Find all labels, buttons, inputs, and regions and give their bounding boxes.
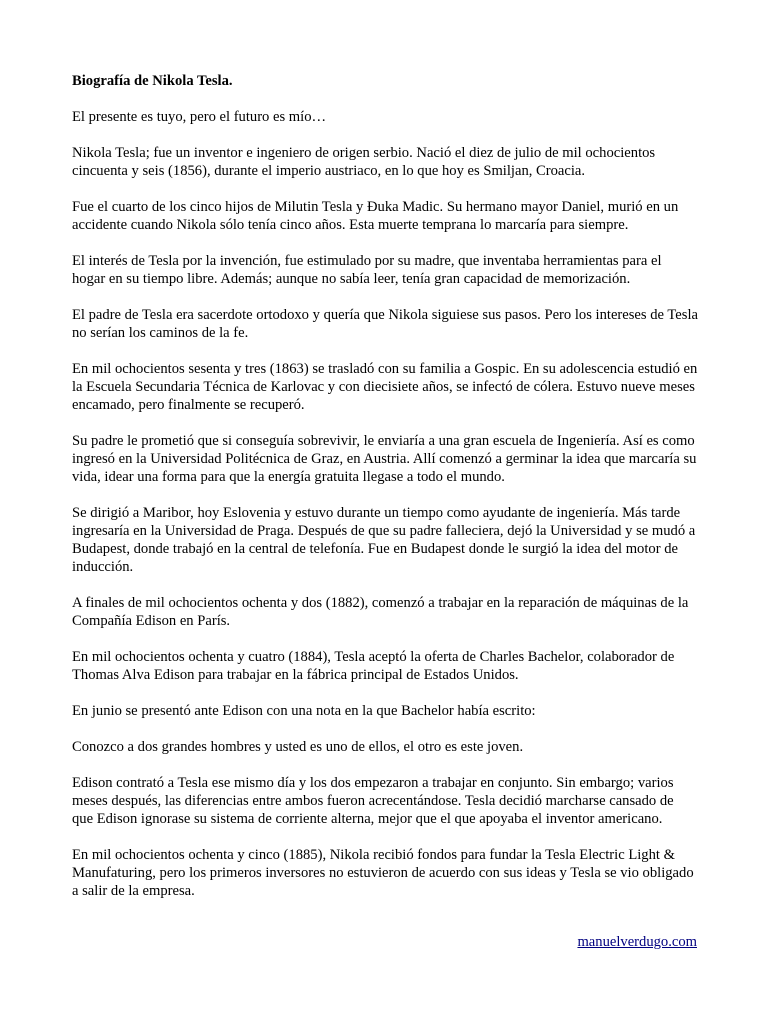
paragraph-gospic: En mil ochocientos sesenta y tres (1863) se trasladó con su familia a Gospic. En su adolescencia estudió en la Escuela Secundaria Técnica de Karlovac y con diecisiete años, se infectó de cólera. Estuvo nueve meses encamado, pero finalmente se recuperó. [72,361,698,413]
paragraph-paris: A finales de mil ochocientos ochenta y dos (1882), comenzó a trabajar en la reparación de máquinas de la Compañía Edison en París. [72,595,689,629]
paragraph-maribor: Se dirigió a Maribor, hoy Eslovenia y estuvo durante un tiempo como ayudante de ingeniería. Más tarde ingresaría en la Universidad de Praga. Después de que su padre falleciera, dejó la Universidad y se mudó a Budapest, donde trabajó en la central de telefonía. Fue en Budapest donde le surgió la idea del motor de inducción. [72,505,696,575]
paragraph-invention-interest: El interés de Tesla por la invención, fue estimulado por su madre, que inventaba herramientas para el hogar en su tiempo libre. Además; aunque no sabía leer, tenía gran capacidad de memorización. [72,253,662,287]
paragraph-june: En junio se presentó ante Edison con una nota en la que Bachelor había escrito: [72,703,536,719]
document-title: Biografía de Nikola Tesla. [72,73,233,89]
paragraph-quote: El presente es tuyo, pero el futuro es mío… [72,109,327,125]
paragraph-birth: Nikola Tesla; fue un inventor e ingeniero de origen serbio. Nació el diez de julio de mil ochocientos cincuenta y seis (1856), durante el imperio austriaco, en lo que hoy es Smiljan, Croacia. [72,145,656,179]
footer-website-link[interactable]: manuelverdugo.com [577,934,697,950]
paragraph-father: El padre de Tesla era sacerdote ortodoxo y quería que Nikola siguiese sus pasos. Pero los intereses de Tesla no serían los caminos de la fe. [72,307,698,341]
paragraph-electric-light: En mil ochocientos ochenta y cinco (1885), Nikola recibió fondos para fundar la Tesla Electric Light & Manufaturing, pero los primeros inversores no estuvieron de acuerdo con sus ideas y Tesla se vio obligado a salir de la empresa. [72,847,694,899]
document-page [72,72,698,918]
paragraph-edison: Edison contrató a Tesla ese mismo día y los dos empezaron a trabajar en conjunto. Sin embargo; varios meses después, las diferencias entre ambos fueron acrecentándose. Tesla decidió marcharse cansado de que Edison ignorase su sistema de corriente alterna, mejor que el que apoyaba el inventor americano. [72,775,674,827]
paragraph-family: Fue el cuarto de los cinco hijos de Milutin Tesla y Đuka Madic. Su hermano mayor Daniel, murió en un accidente cuando Nikola sólo tenía cinco años. Esta muerte temprana lo marcaría para siempre. [72,199,679,233]
paragraph-graz: Su padre le prometió que si conseguía sobrevivir, le enviaría a una gran escuela de Ingeniería. Así es como ingresó en la Universidad Politécnica de Graz, en Austria. Allí comenzó a germinar la idea que marcaría su vida, idear una forma para que la energía gratuita llegase a todo el mundo. [72,433,697,485]
paragraph-note: Conozco a dos grandes hombres y usted es uno de ellos, el otro es este joven. [72,739,524,755]
paragraph-bachelor: En mil ochocientos ochenta y cuatro (1884), Tesla aceptó la oferta de Charles Bachelor, colaborador de Thomas Alva Edison para trabajar en la fábrica principal de Estados Unidos. [72,649,675,683]
